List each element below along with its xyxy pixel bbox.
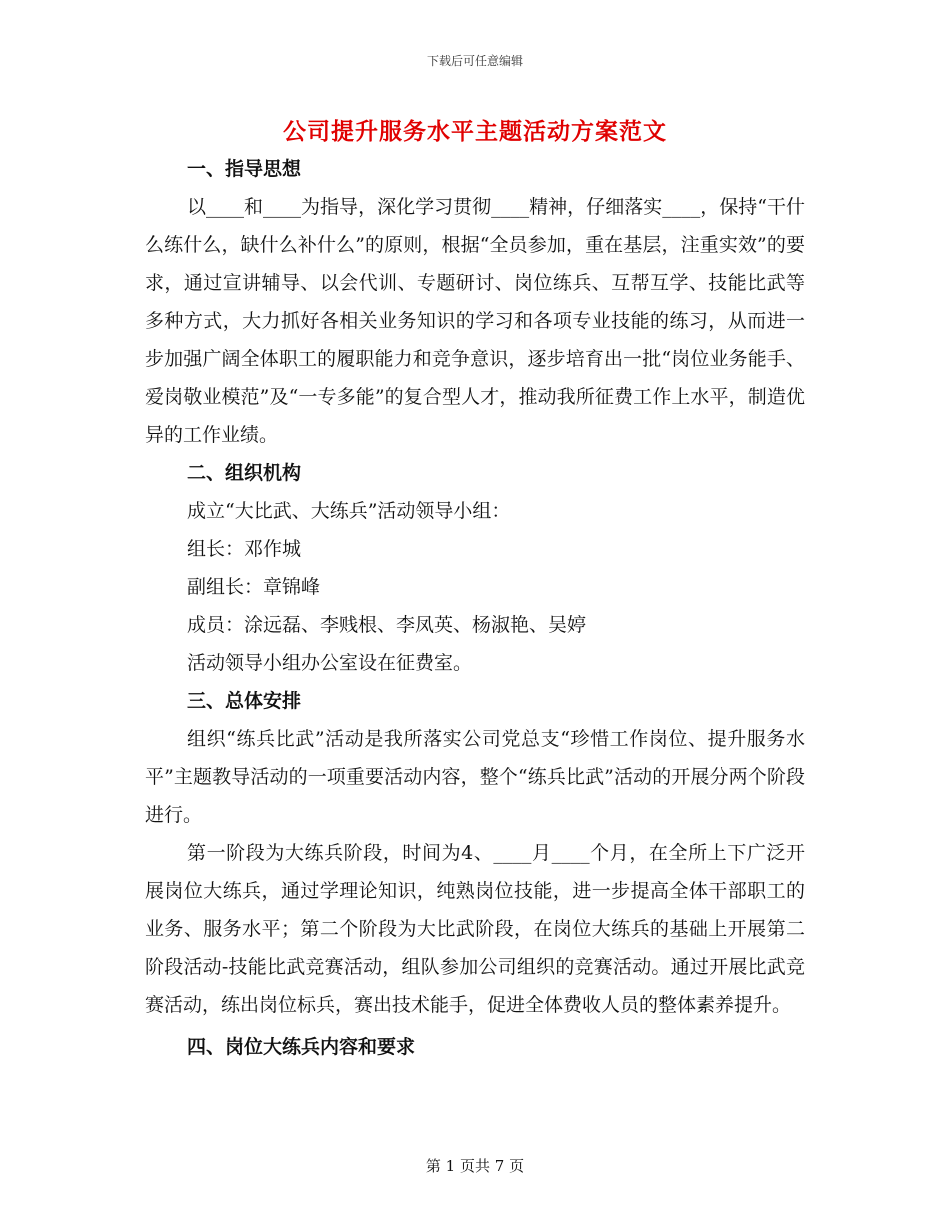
page-footer: 第 1 页共 7 页 — [425, 1157, 525, 1175]
section-2-line-1: 成立“大比武、大练兵”活动领导小组： — [187, 500, 511, 522]
section-2-line-2: 组长：邓作城 — [187, 538, 302, 560]
section-heading-3: 三、总体安排 — [187, 690, 302, 712]
section-1-paragraph-1: 以____和____为指导，深化学习贯彻____精神，仔细落实____，保持“干什么练什么，缺什么补什么”的原则，根据“全员参加，重在基层，注重实效”的要求，通过宣讲辅导、以会代训、专题研讨、岗位练兵、互帮互学、技能比武等多种方式，大力抓好各相关业务知识的学习和各项专业技能的练习，从而进一步加强广阔全体职工的履职能力和竞争意识，逐步培育出一批“岗位业务能手、爱岗敬业模范”及“一专多能”的复合型人才，推动我所征费工作上水平，制造优异的工作业绩。 — [145, 196, 805, 446]
section-2-line-3: 副组长：章锦峰 — [187, 576, 321, 598]
section-3-paragraph-2: 第一阶段为大练兵阶段，时间为4、____月____个月，在全所上下广泛开展岗位大练兵，通过学理论知识，纯熟岗位技能，进一步提高全体干部职工的业务、服务水平；第二个阶段为大比武阶段，在岗位大练兵的基础上开展第二阶段活动-技能比武竞赛活动，组队参加公司组织的竞赛活动。通过开展比武竞赛活动，练出岗位标兵，赛出技术能手，促进全体费收人员的整体素养提升。 — [145, 842, 805, 1016]
section-2-line-5: 活动领导小组办公室设在征费室。 — [187, 652, 473, 674]
section-3-paragraph-1: 组织“练兵比武”活动是我所落实公司党总支“珍惜工作岗位、提升服务水平”主题教导活动的一项重要活动内容，整个“练兵比武”活动的开展分两个阶段进行。 — [145, 728, 805, 826]
document-body — [145, 150, 805, 1066]
header-note: 下载后可任意编辑 — [426, 54, 523, 68]
section-heading-4: 四、岗位大练兵内容和要求 — [187, 1036, 416, 1058]
section-heading-1: 一、指导思想 — [187, 158, 302, 180]
document-title: 公司提升服务水平主题活动方案范文 — [283, 118, 667, 145]
section-heading-2: 二、组织机构 — [187, 462, 302, 484]
section-2-line-4: 成员：涂远磊、李贱根、李凤英、杨淑艳、吴婷 — [187, 614, 587, 636]
